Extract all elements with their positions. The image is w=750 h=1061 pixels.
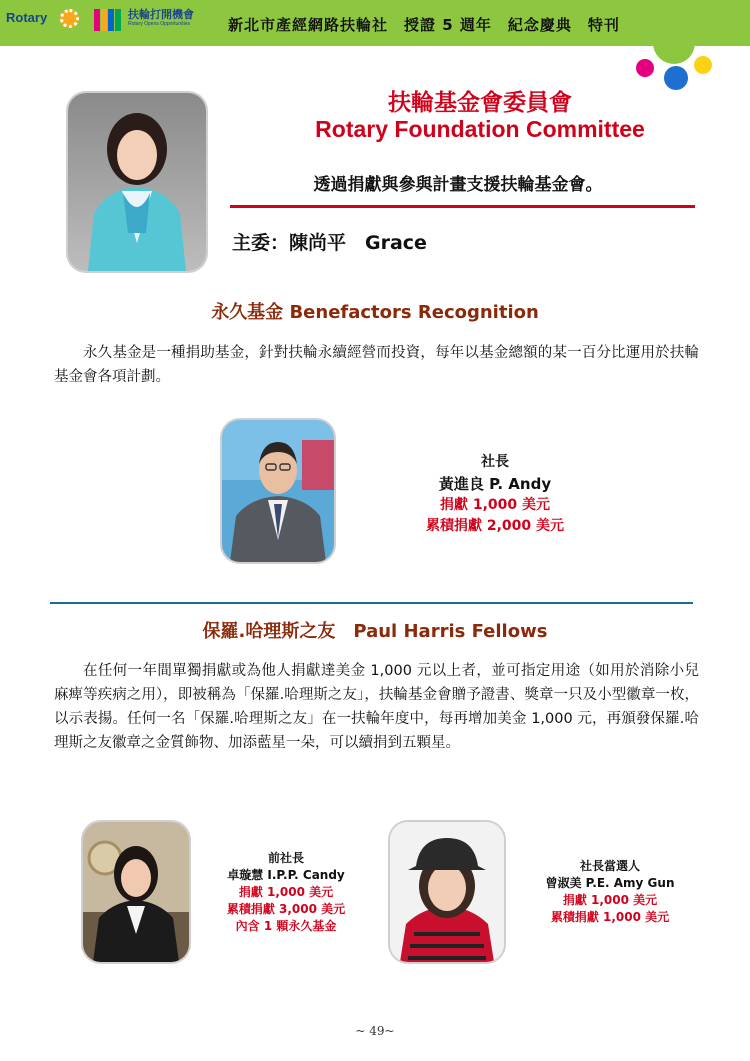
donor-amy-donation: 捐獻 1,000 美元 — [562, 893, 658, 907]
rotary-wheel-icon — [60, 9, 79, 28]
benefactors-paragraph: 永久基金是一種捐助基金，針對扶輪永續經營而投資，每年以基金總額的某一百分比運用於扶輪基金會各項計劃。 — [54, 345, 699, 385]
decor-dot-yellow — [694, 56, 712, 74]
donor-andy-cumulative: 累積捐獻 2,000 美元 — [425, 518, 565, 534]
page-number: ~ 49~ — [355, 1024, 395, 1038]
donor-amy-portrait — [390, 822, 504, 962]
divider-blue — [50, 602, 693, 604]
opp-logo-cn: 扶輪打開機會 — [128, 9, 194, 21]
header-band — [0, 0, 750, 46]
decor-dot-green — [653, 22, 695, 64]
donor-amy-name: 曾淑美 P.E. Amy Gun — [545, 876, 675, 890]
donor-candy-name: 卓璇慧 I.P.P. Candy — [227, 868, 345, 882]
committee-title-cn: 扶輪基金會委員會 — [388, 90, 572, 116]
benefactors-heading: 永久基金 Benefactors Recognition — [211, 302, 539, 323]
divider-red — [230, 205, 695, 208]
donor-candy-donation: 捐獻 1,000 美元 — [238, 885, 334, 899]
donor-candy-note: 內含 1 顆永久基金 — [235, 919, 337, 933]
opp-logo-text — [128, 10, 194, 28]
decor-dot-magenta — [636, 59, 654, 77]
committee-chair: 主委：陳尚平 Grace — [232, 232, 427, 254]
donor-candy-cumulative: 累積捐獻 3,000 美元 — [226, 902, 346, 916]
donor-andy-portrait — [222, 420, 334, 562]
donor-candy-role: 前社長 — [267, 851, 304, 865]
paul-harris-heading: 保羅.哈理斯之友 Paul Harris Fellows — [202, 621, 548, 642]
donor-andy-info — [390, 452, 600, 537]
donor-amy-cumulative: 累積捐獻 1,000 美元 — [550, 910, 670, 924]
opp-logo-en: Rotary Opens Opportunities — [128, 21, 190, 27]
donor-andy-name: 黃進良 P. Andy — [438, 475, 552, 493]
donor-candy-portrait — [83, 822, 189, 962]
donor-candy-info — [196, 850, 376, 935]
header-title: 新北市產經網路扶輪社 授證 5 週年 紀念慶典 特刊 — [228, 16, 620, 34]
committee-mission: 透過捐獻與參與計畫支援扶輪基金會。 — [313, 175, 603, 195]
paul-harris-paragraph: 在任何一年間單獨捐獻或為他人捐獻達美金 1,000 元以上者，並可指定用途（如用於消除小兒麻痺等疾病之用），即被稱為「保羅.哈理斯之友」，扶輪基金會贈予證書、獎章一只及小型徽章一枚，以示表揚。任何一名「保羅.哈理斯之友」在一扶輪年度中，每再增加美金 1,000 元，再頒發保羅.哈理斯之友徽章之金質飾物、加添藍星一朵，可以續捐到五顆星。 — [54, 663, 699, 751]
donor-andy-donation: 捐獻 1,000 美元 — [439, 497, 551, 513]
rotary-opens-opportunities-logo — [94, 9, 122, 31]
rotary-logo: Rotary — [6, 10, 48, 25]
committee-title-en: Rotary Foundation Committee — [315, 116, 645, 142]
chair-portrait — [68, 93, 206, 271]
donor-amy-info — [530, 858, 690, 926]
donor-andy-role: 社長 — [481, 454, 509, 470]
donor-amy-role: 社長當選人 — [579, 859, 640, 873]
